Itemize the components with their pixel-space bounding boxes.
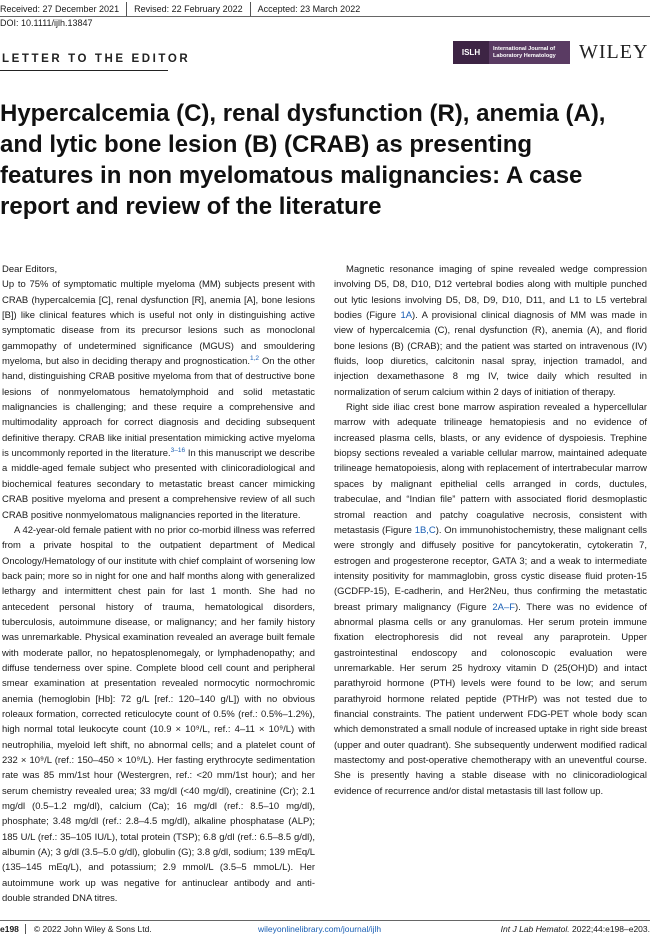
intro-text-3: In this manuscript we describe a middle-aged female subject who presented with clinicoradiological and biochemical features secondary to metastatic breast cancer mimicking CRAB positive myeloma and present a comprehensive review of all such CRAB positive nonmyelomatous malignancies reported in the literature. bbox=[2, 448, 315, 521]
footer bbox=[0, 924, 650, 934]
paragraph-case: A 42-year-old female patient with no prior co-morbid illness was referred from a private hospital to the outpatient department of Medical Oncology/Hematology of our institute with chief complaint of worsening low back pain; more so in night for one and half months along with generalized lethargy and intermittent chest pain for last 1 month. She had no antecedent personal history of trauma, hematological disorders, tuberculosis, autoimmune disease, or malignancy; and her family history was unremarkable. Physical examination revealed an average built female with moderate pallor, no hepatosplenomegaly, or lymphadenopathy; and diffuse tenderness over spine. Complete blood cell count and peripheral smear examination at presentation revealed normocytic normochromic anemia (hemoglobin [Hb]: 72 g/L [ref.: 120–140 g/L]) with no obvious roleaux formation, corrected reticulocyte count of 0.5% (ref.: 0.5%–1.2%), high normal total leukocyte count (10.9 × 10⁹/L, ref.: 4–11 × 10⁹/L) with neutrophilia, myeloid left shift, no abnormal cells; and a platelet count of 232 × 10⁹/L (ref.: 150–450 × 10⁹/L). Her fasting erythrocyte sedimentation rate was 85 mm/1st hour (Westergren, ref.: <20 mm/1st hour); and her serum chemistry revealed urea; 33 mg/dl (<40 mg/dl), creatinine (Cr); 2.1 mg/dl (0.5–1.2 mg/dl), calcium (Ca); 16 mg/dl (ref.: 8.5–10 mg/dl), phosphate; 3.48 mg/dl (ref.: 2.8–4.5 mg/dl), alkaline phosphatase (ALP); 185 U/L (ref.: 35–105 IU/L), total protein (TSP); 6.8 g/dl (ref.: 6.5–8.5 g/dl), albumin (A); 3 g/dl (3.5–5.0 g/dl), globulin (G); 3.8 g/dl, sodium; 139 mEq/L (135–145 mEq/L), and potassium; 2.9 mmol/L (3.5–5 mmoL/L). Her autoimmune work up was negative for antinuclear antibody and anti-double stranded DNA titres. bbox=[2, 524, 315, 905]
section-label: LETTER TO THE EDITOR bbox=[2, 53, 191, 65]
publisher-logo[interactable]: WILEY bbox=[579, 41, 649, 63]
journal-name-line1: International Journal of bbox=[493, 45, 556, 52]
page-number: e198 bbox=[0, 924, 26, 934]
figure-link[interactable]: 2A–F bbox=[492, 601, 515, 613]
islh-logo-mark: ISLH bbox=[453, 41, 489, 64]
doi[interactable]: DOI: 10.1111/ijlh.13847 bbox=[0, 18, 93, 28]
imaging-text-2: ). A provisional clinical diagnosis of MM was made in view of hypercalcemia (C), renal dysfunction (R), anemia (A), and florid bone lesions (B) (CRAB); and the patient was started on intravenous (IV) fluids, loop diuretics, calcitonin nasal spray, injection tramadol, and injection dexamethasone 8 mg IV, twice daily which resulted in normalization of serum calcium within 2 days of initiation of therapy. bbox=[334, 310, 647, 398]
column-right bbox=[334, 262, 647, 799]
copyright: © 2022 John Wiley & Sons Ltd. bbox=[33, 924, 152, 934]
reference-link[interactable]: 1,2 bbox=[250, 354, 260, 362]
marrow-text-2: ). On immunohistochemistry, these malignant cells were strongly and diffusely positive for pancytokeratin, cytokeratin 7, estrogen and progesterone receptor, GATA 3; and a weak to intermediate intensity positivity for mammaglobin, gross cystic disease fluid proten-15 (GCDFP-15), E-cadherin, and Her2Neu, thus confirming the metastatic breast primary malignancy (Figure bbox=[334, 524, 647, 613]
column-left bbox=[2, 262, 315, 906]
paragraph-intro bbox=[2, 277, 315, 523]
reference-link[interactable]: 3–16 bbox=[170, 446, 186, 454]
journal-name-line2: Laboratory Hematology bbox=[493, 52, 556, 59]
paragraph-imaging bbox=[334, 262, 647, 400]
figure-link[interactable]: 1B,C bbox=[414, 524, 436, 536]
journal-name bbox=[489, 46, 556, 60]
footer-rule bbox=[0, 920, 650, 921]
journal-logo[interactable] bbox=[453, 41, 570, 64]
citation bbox=[501, 924, 650, 934]
journal-site-link[interactable]: wileyonlinelibrary.com/journal/ijlh bbox=[258, 924, 382, 934]
intro-text-2: On the other hand, distinguishing CRAB positive myeloma from that of destructive bone lesions of nonmyelomatous hematolymphoid and solid metastatic malignancies is challenging; and these require a comprehensive and multimodality approach for correct diagnosis and deciding subsequent definitive therapy. CRAB like initial presentation mimicking active myeloma is uncommonly reported in the literature. bbox=[2, 356, 315, 460]
received-date: Received: 27 December 2021 bbox=[0, 2, 127, 16]
publication-dates bbox=[0, 0, 374, 17]
paragraph-marrow bbox=[334, 400, 647, 799]
marrow-text-1: Right side iliac crest bone marrow aspiration revealed a hypercellular marrow with adequate trilineage hematopiesis and no evidence of increased plasma cells, blasts, or any evidence of dyspoiesis. Trephine biopsy sections revealed a variable cellular marrow, maintained adequate trilineage hematopoiesis, along with replacement of intertrabecular marrow spaces by malignant epithelial cells arranged in cords, ductules, trabeculae, and “Indian file” pattern with associated florid desmoplastic stromal reaction and patchy coagulative necrosis, consistent with metastasis (Figure bbox=[334, 402, 647, 536]
marrow-text-3: ). There was no evidence of abnormal plasma cells or any granulomas. Her serum protein immune fixation electrophoresis did not reveal any paraprotein. Upper gastrointestinal endoscopy and colonoscopic evaluation were unremarkable. Her serum 25 hydroxy vitamin D (25(OH)D) and intact parathyroid hormone (PTH) levels were found to be low; and serum parathyroid hormone related peptide (PTHrP) was not tested due to financial constraints. The patient underwent FDG-PET whole body scan which demonstrated a small nodule of increased uptake in right side breast (upper and outer quadrant). She subsequently underwent modified radical mastectomy and post-operative chemotherapy with an uneventful course. She is presently having a stable disease with no clinicoradiological evidence of recurrence and/or distal metastasis till last follow up. bbox=[334, 601, 647, 797]
intro-text-1: Up to 75% of symptomatic multiple myeloma (MM) subjects present with CRAB (hypercalcemia [C], renal dysfunction [R], anemia [A], bone lesions [B]) like clinical features which is useful not only in distinguishing active symptomatic disease from its precursor lesions such as monoclonal gammopathy of undetermined significance (MGUS) and smouldering myeloma, but also in deciding therapy and prognostication. bbox=[2, 279, 315, 368]
accepted-date: Accepted: 23 March 2022 bbox=[257, 3, 361, 14]
header-rule bbox=[0, 16, 650, 17]
section-rule bbox=[0, 70, 168, 71]
greeting: Dear Editors, bbox=[2, 264, 58, 275]
imaging-text-1: Magnetic resonance imaging of spine revealed wedge compression involving D5, D8, D10, D12 vertebral bodies along with multiple punched out lytic lesions involving D5, D8, D9, D10, D11, and L1 to L5 vertebral bodies (Figure bbox=[334, 264, 647, 322]
article-title: Hypercalcemia (C), renal dysfunction (R), anemia (A), and lytic bone lesion (B) (CRAB) as presenting features in non myelomatous malignancies: A case report and review of the literature bbox=[0, 100, 606, 220]
citation-detail: 2022;44:e198–e203. bbox=[569, 924, 650, 934]
figure-link[interactable]: 1A bbox=[400, 310, 412, 322]
revised-date: Revised: 22 February 2022 bbox=[134, 2, 251, 16]
journal-abbrev: Int J Lab Hematol. bbox=[500, 924, 570, 934]
